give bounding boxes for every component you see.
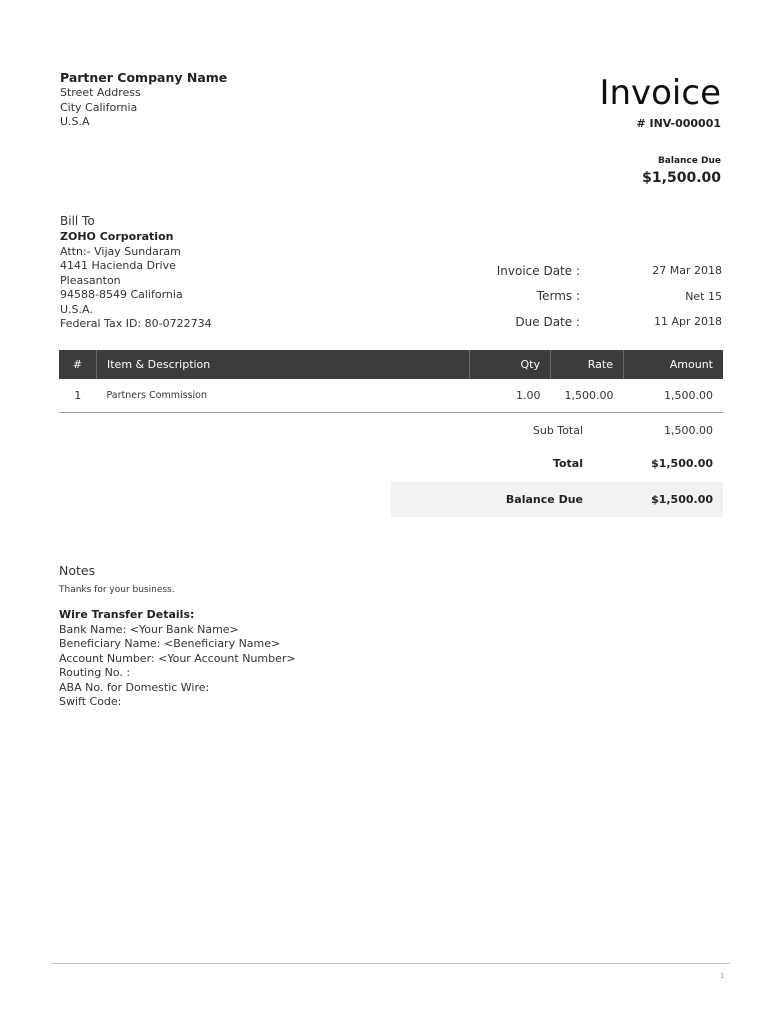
footer-divider xyxy=(52,963,730,964)
balance-due-row-label: Balance Due xyxy=(505,493,583,506)
wire-transfer-line: Bank Name: <Your Bank Name> xyxy=(59,622,239,636)
item-qty: 1.00 xyxy=(470,379,551,413)
sender-address-line: City California xyxy=(60,100,138,114)
column-header-number: # xyxy=(59,350,97,379)
balance-due-row xyxy=(391,482,723,517)
column-header-amount: Amount xyxy=(624,350,724,379)
due-date-value: 11 Apr 2018 xyxy=(653,315,722,329)
balance-due-label: Balance Due xyxy=(657,156,721,166)
wire-transfer-title: Wire Transfer Details: xyxy=(59,608,195,621)
bill-to-line: U.S.A. xyxy=(60,302,93,316)
sender-address-line: Street Address xyxy=(60,86,141,99)
bill-to-line: 94588-8549 California xyxy=(60,288,183,301)
total-value: $1,500.00 xyxy=(651,457,713,470)
invoice-header xyxy=(599,72,721,186)
notes-block xyxy=(59,562,296,710)
invoice-dates xyxy=(430,258,722,335)
page-number: 1 xyxy=(720,972,725,980)
due-date-label: Due Date : xyxy=(515,314,580,329)
invoice-date-row xyxy=(430,258,722,284)
item-description: Partners Commission xyxy=(97,379,470,413)
wire-transfer-line: Routing No. : xyxy=(59,666,131,679)
wire-transfer-line: ABA No. for Domestic Wire: xyxy=(59,680,210,694)
wire-transfer-line: Account Number: <Your Account Number> xyxy=(59,651,296,665)
bill-to-line: 4141 Hacienda Drive xyxy=(60,259,176,272)
bill-to-block xyxy=(60,213,212,332)
invoice-date-value: 27 Mar 2018 xyxy=(652,264,722,278)
wire-transfer-details xyxy=(59,608,296,710)
totals-block xyxy=(391,414,723,517)
table-header-row xyxy=(59,350,723,379)
item-amount: 1,500.00 xyxy=(624,379,724,413)
subtotal-row xyxy=(391,414,723,447)
terms-value: Net 15 xyxy=(685,289,722,303)
sender-address-block xyxy=(60,70,227,130)
invoice-title: Invoice xyxy=(599,73,721,113)
sender-address-line: U.S.A xyxy=(60,115,90,128)
bill-to-line: Federal Tax ID: 80-0722734 xyxy=(60,317,212,330)
due-date-row xyxy=(430,309,722,335)
total-row xyxy=(391,447,723,480)
subtotal-label: Sub Total xyxy=(532,424,583,437)
column-header-description: Item & Description xyxy=(97,350,470,379)
invoice-number: # INV-000001 xyxy=(636,117,721,130)
column-header-qty: Qty xyxy=(470,350,551,379)
line-items-table xyxy=(59,350,723,413)
table-row xyxy=(59,379,723,413)
total-label: Total xyxy=(552,457,583,470)
balance-due-row-value: $1,500.00 xyxy=(651,493,713,506)
item-rate: 1,500.00 xyxy=(551,379,624,413)
bill-to-line: Pleasanton xyxy=(60,273,121,287)
bill-to-line: Attn:- Vijay Sundaram xyxy=(60,244,181,258)
wire-transfer-line: Beneficiary Name: <Beneficiary Name> xyxy=(59,637,281,650)
wire-transfer-line: Swift Code: xyxy=(59,695,122,708)
item-number: 1 xyxy=(59,379,97,413)
subtotal-value: 1,500.00 xyxy=(664,424,713,437)
notes-text: Thanks for your business. xyxy=(59,585,175,595)
bill-to-label: Bill To xyxy=(60,214,95,228)
balance-due-amount: $1,500.00 xyxy=(642,170,721,186)
bill-to-company: ZOHO Corporation xyxy=(60,230,174,243)
sender-company-name: Partner Company Name xyxy=(60,70,228,85)
column-header-rate: Rate xyxy=(551,350,624,379)
notes-heading: Notes xyxy=(59,563,96,578)
invoice-date-label: Invoice Date : xyxy=(496,263,580,278)
terms-row xyxy=(430,284,722,310)
terms-label: Terms : xyxy=(536,289,580,304)
